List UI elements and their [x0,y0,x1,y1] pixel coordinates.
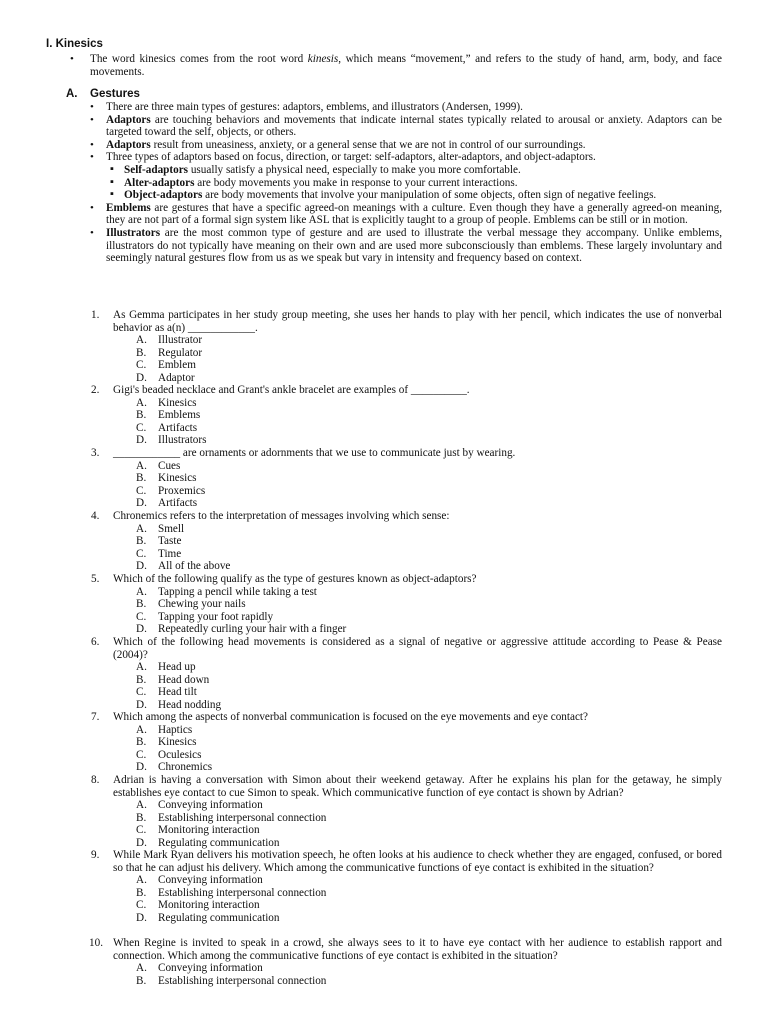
option [91,899,722,912]
question-stem [91,447,722,460]
option-text: Artifacts [158,497,198,510]
question-number: 8. [91,774,100,786]
sub-list-item [106,164,722,177]
question-text: Adrian is having a conversation with Simon about their weekend getaway. After he explains his plan for the getaway, he simply establishes eye contact to cue Simon to speak. Which communicative function of eye contact is shown by Adrian? [113,774,722,799]
option-letter: C. [136,421,147,434]
question-number: 7. [91,711,100,723]
subsection-letter: A. [66,88,78,100]
option-letter: A. [136,334,147,347]
option [91,824,722,837]
list-item-text: result from uneasiness, anxiety, or a general sense that we are not in control of our surroundings. [150,138,586,151]
intro-text-rest: , which means “movement,” and refers to the study of hand, arm, body, and face movements. [90,53,723,78]
option-letter: A. [136,874,147,887]
option-text: All of the above [158,560,231,573]
option-text: Establishing interpersonal connection [158,886,327,899]
option-text: Illustrator [158,334,203,347]
option-letter: B. [136,974,147,987]
option-text: Chronemics [158,761,213,774]
list-item [106,151,722,164]
option-letter: D. [136,560,147,573]
option-letter: B. [136,673,147,686]
option-letter: A. [136,396,147,409]
intro-paragraph [90,53,722,78]
option-letter: D. [136,698,147,711]
question-stem [91,937,722,962]
option-letter: B. [136,736,147,749]
option-text: Kinesics [158,472,197,485]
option-text: Tapping your foot rapidly [158,610,274,623]
option-letter: B. [136,409,147,422]
option-text: Monitoring interaction [158,824,260,837]
question-text: As Gemma participates in her study group meeting, she uses her hands to play with her pencil, which indicates the use of nonverbal behavior as a(n) ____________. [113,309,722,334]
option-letter: B. [136,811,147,824]
option-letter: C. [136,547,147,560]
option [91,837,722,850]
question-5 [91,573,722,636]
option [91,560,722,573]
option-text: Head up [158,661,196,674]
question-1 [91,309,722,385]
option-text: Oculesics [158,748,202,761]
question-6 [91,636,722,712]
list-item [106,114,722,139]
option-letter: B. [136,886,147,899]
list-item [106,139,722,152]
option-text: Monitoring interaction [158,899,260,912]
option [91,962,722,975]
option-letter: A. [136,799,147,812]
list-item-text: are body movements you make in response to your current interactions. [194,176,518,189]
option-text: Repeatedly curling your hair with a finger [158,623,347,636]
option [91,409,722,422]
option-text: Establishing interpersonal connection [158,974,327,987]
option-text: Artifacts [158,421,198,434]
list-item [106,227,722,265]
list-item [106,101,722,114]
option-text: Chewing your nails [158,598,246,611]
question-stem [91,711,722,724]
option-text: Proxemics [158,484,206,497]
option-letter: C. [136,686,147,699]
option [91,422,722,435]
option-letter: A. [136,723,147,736]
option-text: Taste [158,535,182,548]
question-number: 5. [91,573,100,585]
question-number: 6. [91,636,100,648]
option-text: Haptics [158,723,193,736]
option-text: Conveying information [158,962,263,975]
question-stem [91,309,722,334]
option [91,485,722,498]
option [91,736,722,749]
question-number: 2. [91,384,100,396]
question-text: ____________ are ornaments or adornments that we use to communicate just by wearing. [113,447,516,459]
option-letter: B. [136,346,147,359]
sub-list-item [106,189,722,202]
option [91,434,722,447]
question-number: 3. [91,447,100,459]
option-text: Kinesics [158,396,197,409]
option-letter: C. [136,610,147,623]
question-text: Which of the following head movements is considered as a signal of negative or aggressive attitude according to Pease & Pease (2004)? [113,636,722,661]
option-text: Regulating communication [158,911,280,924]
option-text: Cues [158,459,181,472]
term: Adaptors [106,113,151,126]
option [91,472,722,485]
question-stem [91,849,722,874]
option-letter: A. [136,962,147,975]
option-text: Tapping a pencil while taking a test [158,585,317,598]
subsection-heading [66,88,140,100]
question-text: Chronemics refers to the interpretation of messages involving which sense: [113,510,450,522]
option-text: Head down [158,673,210,686]
option [91,347,722,360]
option-text: Head nodding [158,698,222,711]
question-text: Which among the aspects of nonverbal communication is focused on the eye movements and eye contact? [113,711,588,723]
question-stem [91,636,722,661]
question-stem [91,384,722,397]
option [91,460,722,473]
option-letter: B. [136,535,147,548]
option-text: Conveying information [158,799,263,812]
option-letter: B. [136,598,147,611]
subsection-title: Gestures [90,88,140,100]
option-text: Emblem [158,359,196,372]
option [91,912,722,925]
term: Self-adaptors [124,163,189,176]
question-10 [91,937,722,987]
option [91,812,722,825]
question-number: 4. [91,510,100,522]
option [91,611,722,624]
option-letter: D. [136,371,147,384]
option-letter: D. [136,836,147,849]
question-number: 10. [89,937,103,949]
option-text: Kinesics [158,736,197,749]
intro-term: kinesis [307,53,339,65]
option-letter: D. [136,497,147,510]
question-4 [91,510,722,573]
sub-list-item [106,177,722,190]
option-text: Emblems [158,409,201,422]
option [91,598,722,611]
option [91,724,722,737]
term: Object-adaptors [124,189,203,202]
list-item-text: There are three main types of gestures: adaptors, emblems, and illustrators (Andersen, 1999). [106,101,523,113]
option-letter: C. [136,899,147,912]
question-stem [91,774,722,799]
option-letter: D. [136,623,147,636]
option [91,686,722,699]
option [91,699,722,712]
question-text: While Mark Ryan delivers his motivation speech, he often looks at his audience to check whether they are engaged, confused, or bored so that he can adjust his delivery. Which among the communicative functions of eye contact is exhibited in the situation? [113,849,722,874]
list-item-text: are the most common type of gesture and are used to illustrate the verbal message they accompany. Unlike emblems, illustrators do not typically have meaning on their own and are used more subconsciously than emblems. These largely involuntary and seemingly natural gestures flow from us as we speak but vary in intensity and frequency based on context. [106,226,722,265]
intro-text: The word kinesics comes from the root word [90,53,308,65]
option-letter: A. [136,661,147,674]
list-item-text: are touching behaviors and movements that indicate internal states typically related to arousal or anxiety. Adaptors can be targeted toward the self, objects, or others. [106,113,722,139]
question-number: 9. [91,849,100,861]
list-item [106,202,722,227]
option-letter: C. [136,484,147,497]
option-letter: B. [136,472,147,485]
option [91,334,722,347]
section-heading: I. Kinesics [46,38,103,50]
option [91,674,722,687]
question-text: When Regine is invited to speak in a crowd, she always sees to it to have eye contact with her audience to establish rapport and connection. Which among the communicative functions of eye contact is exhibited in the situation? [113,937,722,962]
option-letter: A. [136,522,147,535]
option-letter: C. [136,748,147,761]
term: Alter-adaptors [124,176,195,189]
term: Illustrators [106,226,161,239]
question-text: Which of the following qualify as the type of gestures known as object-adaptors? [113,573,477,585]
option [91,586,722,599]
option-text: Illustrators [158,434,207,447]
question-stem [91,573,722,586]
option [91,497,722,510]
list-item-text: are gestures that have a specific agreed-on meanings with a culture. Even though they have a generally agreed-on meaning, they are not part of a formal sign system like ASL that is explicitly taught to a group of people. Emblems can be still or in motion. [106,201,722,227]
option-text: Conveying information [158,874,263,887]
term: Adaptors [106,138,151,151]
option [91,874,722,887]
question-8 [91,774,722,850]
option-letter: C. [136,824,147,837]
gestures-list [106,101,722,265]
option [91,623,722,636]
option-text: Adaptor [158,371,195,384]
question-number: 1. [91,309,100,321]
option [91,661,722,674]
option [91,749,722,762]
option-letter: D. [136,761,147,774]
question-3 [91,447,722,510]
question-7 [91,711,722,774]
option [91,535,722,548]
option [91,397,722,410]
list-item-text: Three types of adaptors based on focus, direction, or target: self-adaptors, alter-adaptors, and object-adaptors. [106,151,596,164]
option [91,359,722,372]
option-letter: C. [136,359,147,372]
option-text: Time [158,547,182,560]
option-text: Regulating communication [158,836,280,849]
question-9 [91,849,722,925]
option-text: Head tilt [158,686,197,699]
option [91,548,722,561]
term: Emblems [106,201,151,214]
option [91,975,722,988]
option [91,887,722,900]
option-letter: D. [136,434,147,447]
option-letter: A. [136,459,147,472]
option [91,523,722,536]
option-text: Regulator [158,346,203,359]
list-item-text: usually satisfy a physical need, especially to make you more comfortable. [188,163,521,176]
option-letter: D. [136,911,147,924]
option [91,761,722,774]
option-text: Establishing interpersonal connection [158,811,327,824]
option [91,799,722,812]
question-stem [91,510,722,523]
list-item-text: are body movements that involve your manipulation of some objects, often sign of negative feelings. [202,189,657,202]
option-letter: A. [136,585,147,598]
option-text: Smell [158,522,185,535]
option [91,372,722,385]
question-text: Gigi's beaded necklace and Grant's ankle bracelet are examples of __________. [113,384,470,396]
question-2 [91,384,722,447]
